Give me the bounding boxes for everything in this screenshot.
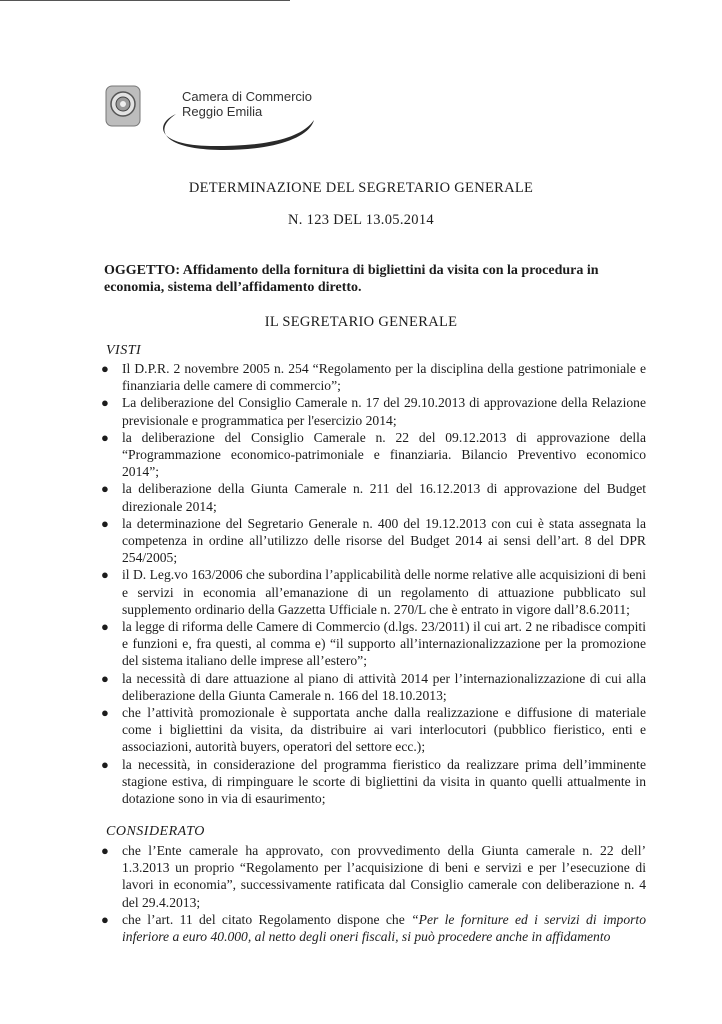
considerato-heading: CONSIDERATO — [106, 824, 205, 839]
considerato-item — [101, 911, 646, 945]
visti-item — [101, 360, 646, 394]
bullet-icon: ● — [101, 361, 109, 376]
subject: OGGETTO: Affidamento della fornitura di bigliettini da visita con la procedura in economia, sistema dell’affidamento diretto. — [104, 263, 599, 295]
visti-item — [101, 704, 646, 756]
visti-item — [101, 618, 646, 670]
bullet-icon: ● — [101, 395, 109, 411]
bullet-icon: ● — [101, 619, 109, 635]
visti-item — [101, 429, 646, 481]
visti-item-text: la necessità, in considerazione del programma fieristico da realizzare prima dell’imminente stagione estiva, di rimpinguare le scorte di bigliettini da visita in quanto quelli attualmente in dotazione sono in via di esaurimento; — [122, 756, 646, 807]
bullet-icon: ● — [101, 911, 109, 927]
visti-item-text: che l’attività promozionale è supportata anche dalla realizzazione e diffusione di materiale come i bigliettini da visita, da distribuire ai vari interlocutori (pubblico fieristico, enti e associazioni, autorità buyers, operatori del settore ecc.); — [122, 705, 646, 755]
considerato-item-text: che l’Ente camerale ha approvato, con provvedimento della Giunta camerale n. 22 dell’ 1.3.2013 un proprio “Regolamento per l’acquisizione di beni e servizi e per l’esecuzione di lavori in economia”, successivamente ratificata dal Consiglio camerale con deliberazione n. 4 del 29.4.2013; — [122, 843, 646, 910]
visti-item — [101, 480, 646, 514]
bullet-icon: ● — [101, 670, 109, 686]
document-number: N. 123 DEL 13.05.2014 — [288, 212, 434, 228]
bullet-icon: ● — [101, 843, 109, 858]
visti-item — [101, 394, 646, 428]
chamber-name-line1: Camera di Commercio — [182, 89, 313, 104]
visti-item — [101, 566, 646, 618]
visti-list — [101, 360, 646, 807]
bullet-icon: ● — [101, 481, 109, 497]
considerato-list — [101, 842, 646, 945]
visti-item-text: Il D.P.R. 2 novembre 2005 n. 254 “Regolamento per la disciplina della gestione patrimoniale e finanziaria delle camere di commercio”; — [122, 361, 646, 394]
bullet-icon: ● — [101, 429, 109, 445]
visti-item-text: la legge di riforma delle Camere di Commercio (d.lgs. 23/2011) il cui art. 2 ne ribadisce compiti e funzioni e, fra questi, al comma e) “il supporto all’internazionalizzazione per la promozione del sistema italiano delle imprese all’estero”; — [122, 619, 646, 669]
regulation-quote: “Per le forniture ed i servizi di importo inferiore a euro 40.000, al netto degli oneri fiscali, si può procedere anche in affidamento — [122, 911, 646, 945]
chamber-name-line2: Reggio Emilia — [182, 104, 263, 119]
visti-item-text: la deliberazione della Giunta Camerale n. 211 del 16.12.2013 di approvazione del Budget direzionale 2014; — [122, 481, 646, 514]
bullet-icon: ● — [101, 756, 109, 772]
visti-item — [101, 670, 646, 704]
chamber-name — [182, 89, 312, 119]
visti-heading: VISTI — [106, 343, 142, 358]
considerato-item — [101, 842, 646, 911]
chamber-logo — [104, 84, 324, 154]
bullet-icon: ● — [101, 705, 109, 721]
bullet-icon: ● — [101, 567, 109, 583]
visti-item — [101, 756, 646, 808]
visti-item — [101, 515, 646, 567]
document-title: DETERMINAZIONE DEL SEGRETARIO GENERALE — [188, 180, 534, 196]
visti-item-text: la necessità di dare attuazione al piano di attività 2014 per l’internazionalizzazione di cui alla deliberazione della Giunta Camerale n. 166 del 18.10.2013; — [122, 670, 646, 703]
considerato-item-text: che l’art. 11 del citato Regolamento dispone che — [122, 911, 412, 927]
visti-item-text: la determinazione del Segretario Generale n. 400 del 19.12.2013 con cui è stata assegnata la competenza in ordine all’utilizzo delle risorse del Budget 2014 ai sensi dell’art. 8 del DPR 254/2005; — [122, 515, 646, 566]
visti-item-text: la deliberazione del Consiglio Camerale n. 22 del 09.12.2013 di approvazione della “Programmazione economico-patrimoniale e finanziaria. Bilancio Preventivo economico 2014”; — [122, 429, 646, 480]
signer-heading: IL SEGRETARIO GENERALE — [264, 314, 458, 330]
visti-item-text: La deliberazione del Consiglio Camerale n. 17 del 29.10.2013 di approvazione della Relazione previsionale e programmatica per l'esercizio 2014; — [122, 395, 646, 428]
bullet-icon: ● — [101, 515, 109, 531]
visti-item-text: il D. Leg.vo 163/2006 che subordina l’applicabilità delle norme relative alle acquisizioni di beni e servizi in economia all’emanazione di un regolamento di attuazione pubblicato sul supplemento ordinario della Gazzetta Ufficiale n. 270/L che è entrato in vigore dall’8.6.2011; — [122, 567, 646, 617]
top-rule — [0, 0, 290, 1]
